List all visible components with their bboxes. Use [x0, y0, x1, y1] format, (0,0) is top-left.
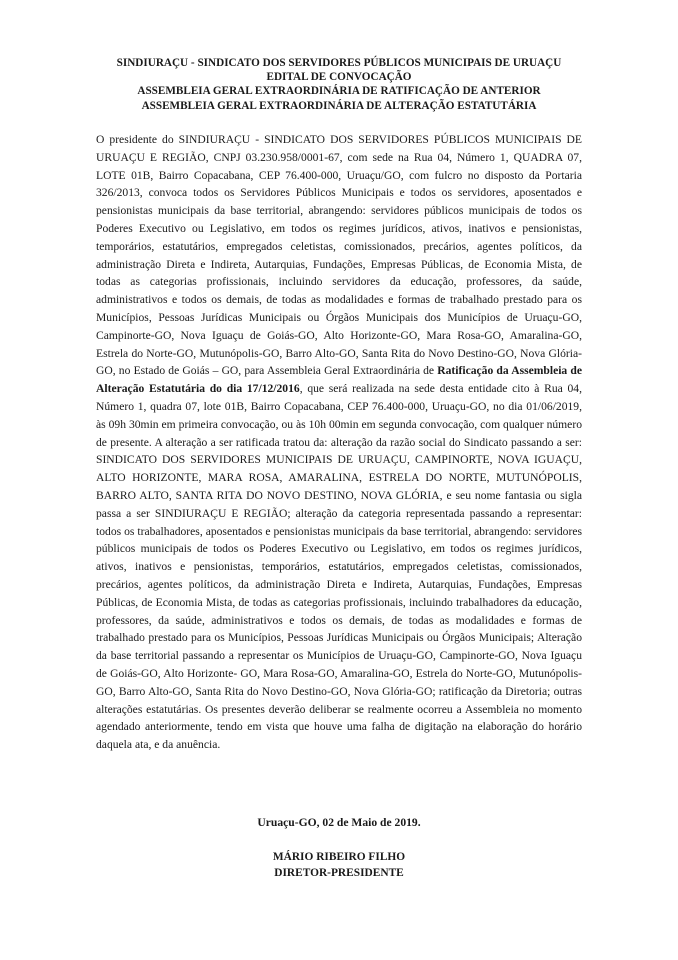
union-name-heading: SINDIURAÇU - SINDICATO DOS SERVIDORES PÚBLICOS MUNICIPAIS DE URUAÇU [116, 57, 562, 69]
signatory-name: MÁRIO RIBEIRO FILHO [272, 851, 406, 863]
assembly-statutory-heading: ASSEMBLEIA GERAL EXTRAORDINÁRIA DE ALTERAÇÃO ESTATUTÁRIA [141, 99, 537, 112]
assembly-ratification-heading: ASSEMBLEIA GERAL EXTRAORDINÁRIA DE RATIFICAÇÃO DE ANTERIOR [137, 85, 541, 98]
convocation-body [96, 131, 582, 754]
notice-title: EDITAL DE CONVOCAÇÃO [266, 71, 412, 84]
signature-block [80, 850, 598, 881]
document-header [80, 56, 598, 113]
date-line: Uruaçu-GO, 02 de Maio de 2019. [257, 816, 421, 829]
body-text-bold: Ratificação da Assembleia de Alteração Estatutária do dia 17/12/2016 [96, 364, 582, 396]
signatory-title: DIRETOR-PRESIDENTE [274, 866, 404, 879]
body-text-part-2: , que será realizada na sede desta entidade cito à Rua 04, Número 1, quadra 07, lote 01B, Bairro Copacabana, CEP 76.400-000, Uruaçu-GO, no dia 01/06/2019, às 09h 30min em primeira convocação, ou às 10h 00min em segunda convocação, com qualquer número de presente. A alteração a ser ratificada tratou da: alteração da razão social do Sindicato passando a ser: SINDICATO DOS SERVIDORES MUNICIPAIS DE URUAÇU, CAMPINORTE, NOVA IGUAÇU, ALTO HORIZONTE, MARA ROSA, AMARALINA, ESTRELA DO NORTE, MUTUNÓPOLIS, BARRO ALTO, SANTA RITA DO NOVO DESTINO, NOVA GLÓRIA, e seu nome fantasia ou sigla passa a ser SINDIURAÇU E REGIÃO; alteração da categoria representada passando a representar: todos os trabalhadores, aposentados e pensionistas municipais da base territorial, abrangendo: servidores públicos municipais de todos os Poderes Executivo ou Legislativo, em todos os regimes jurídicos, ativos, inativos e pensionistas, temporários, estatutários, empregados celetistas, comissionados, precários, agentes políticos, da administração Direta e Indireta, Autarquias, Fundações, Empresas Públicas, de Economia Mista, de todas as categorias profissionais, incluindo trabalhadores da educação, professores, da saúde, administrativos e todos os demais, de todas as modalidades e formas de trabalhado prestado para os Municípios, Pessoas Jurídicas Municipais ou Órgãos Municipais; Alteração da base territorial passando a representar os Municípios de Uruaçu-GO, Campinorte-GO, Nova Iguaçu de Goiás-GO, Alto Horizonte- GO, Mara Rosa-GO, Amaralina-GO, Estrela do Norte-GO, Mutunópolis-GO, Barro Alto-GO, Santa Rita do Novo Destino-GO, Nova Glória-GO; ratificação da Diretoria; outras alterações estatutárias. Os presentes deverão deliberar se realmente ocorreu a Assembleia no momento agendado anteriormente, tendo em vista que houve uma falha de digitação na elaboração do horário daquela ata, e da anuência. [96, 382, 583, 752]
body-text-part-1: O presidente do SINDIURAÇU - SINDICATO DOS SERVIDORES PÚBLICOS MUNICIPAIS DE URUAÇU E REGIÃO, CNPJ 03.230.958/0001-67, com sede na Rua 04, Número 1, QUADRA 07, LOTE 01B, Bairro Copacabana, CEP 76.400-000, Uruaçu/GO, com fulcro no disposto da Portaria 326/2013, convoca todos os Servidores Públicos Municipais e todos os servidores, aposentados e pensionistas municipais da base territorial, abrangendo: servidores públicos municipais de todos os Poderes Executivo ou Legislativo, em todos os regimes jurídicos, ativos, inativos e pensionistas, temporários, estatutários, empregados celetistas, comissionados, precários, agentes políticos, da administração Direta e Indireta, Autarquias, Fundações, Empresas Públicas, de Economia Mista, de todas as categorias profissionais, incluindo servidores da educação, professores, da saúde, administrativos e todos os demais, de todas as modalidades e formas de trabalhado prestado para os Municípios, Pessoas Jurídicas Municipais ou Órgãos Municipais dos Municípios de Uruaçu-GO, Campinorte-GO, Nova Iguaçu de Goiás-GO, Alto Horizonte-GO, Mara Rosa-GO, Amaralina-GO, Estrela do Norte-GO, Mutunópolis-GO, Barro Alto-GO, Santa Rita do Novo Destino-GO, Nova Glória-GO, no Estado de Goiás – GO, para Assembleia Geral Extraordinária de [96, 133, 582, 378]
